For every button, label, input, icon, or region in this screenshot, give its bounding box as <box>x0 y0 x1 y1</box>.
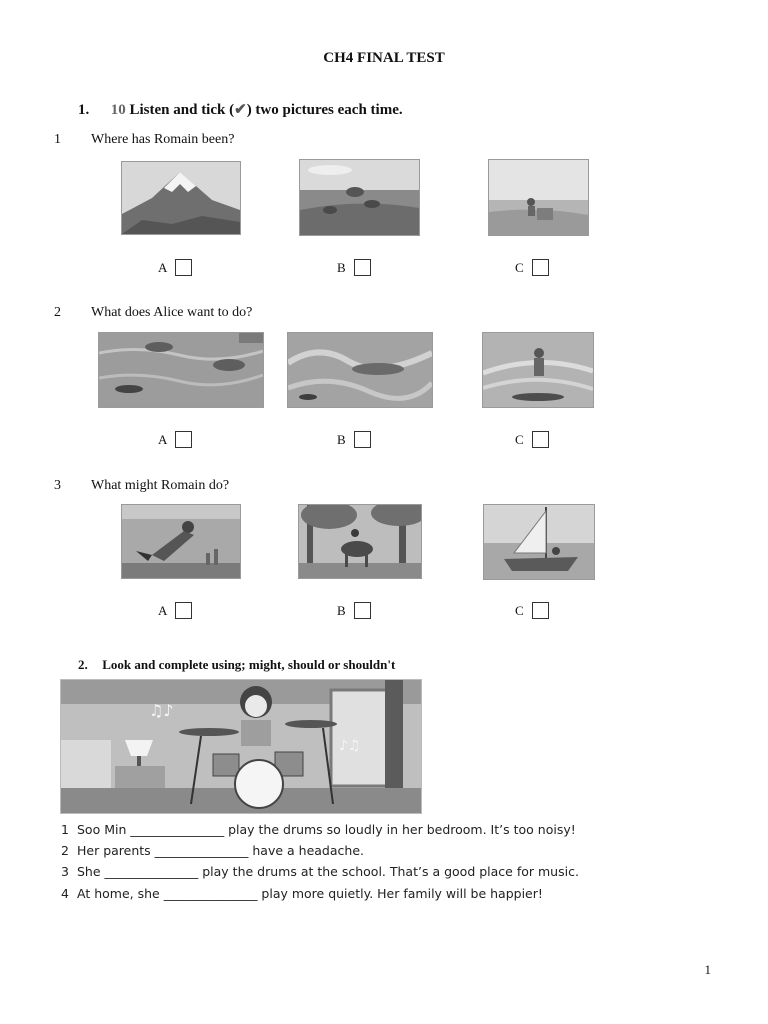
section-2-number: 2. <box>78 657 88 672</box>
tick-box[interactable] <box>354 602 371 619</box>
picture-beach-sandcastle <box>488 159 589 236</box>
sentence-text: She _______________ play the drums at the school. That’s a good place for music. <box>77 864 579 879</box>
sentence-text: Soo Min _______________ play the drums so loudly in her bedroom. It’s too noisy! <box>77 822 576 837</box>
question-3-text: What might Romain do? <box>91 478 230 493</box>
option-label: B <box>337 259 346 275</box>
picture-swimming-with-dolphins <box>98 332 264 408</box>
option-label: C <box>515 602 524 618</box>
option-label: B <box>337 602 346 618</box>
tick-box[interactable] <box>175 602 192 619</box>
tick-box[interactable] <box>354 431 371 448</box>
q3-option-b <box>337 602 371 619</box>
tick-icon: ✔ <box>234 102 247 118</box>
q2-option-c <box>515 431 549 448</box>
sentence-text: At home, she _______________ play more quietly. Her family will be happier! <box>77 886 543 901</box>
question-2-number: 2 <box>54 305 61 320</box>
section-2-instruction: Look and complete using; might, should or shouldn't <box>102 657 396 672</box>
tick-box[interactable] <box>532 431 549 448</box>
section-1-number: 1. <box>78 102 90 118</box>
sentence-number: 4 <box>61 886 69 901</box>
sentence-2 <box>61 843 364 858</box>
tick-box[interactable] <box>532 602 549 619</box>
picture-girl-playing-drums <box>60 679 422 814</box>
sentence-4 <box>61 886 543 901</box>
question-3-number: 3 <box>54 478 61 493</box>
q1-option-a <box>158 259 192 276</box>
sentence-text: Her parents _______________ have a headache. <box>77 843 364 858</box>
picture-sailing <box>483 504 595 580</box>
q1-option-b <box>337 259 371 276</box>
section-2-heading <box>78 657 395 673</box>
picture-surfing <box>482 332 594 408</box>
instruction-text-end: ) two pictures each time. <box>246 102 403 118</box>
svg-text:♪♫: ♪♫ <box>339 738 361 754</box>
picture-snowy-mountain <box>121 161 241 235</box>
q1-option-c <box>515 259 549 276</box>
svg-text:♫♪: ♫♪ <box>149 701 174 720</box>
option-label: A <box>158 259 168 275</box>
question-1-number: 1 <box>54 132 61 147</box>
page-title: CH4 FINAL TEST <box>323 50 445 66</box>
picture-dolphins-in-waves <box>287 332 433 408</box>
section-1-heading <box>78 100 403 119</box>
audio-track-number: 10 <box>110 102 126 118</box>
page-number: 1 <box>704 962 711 977</box>
q3-option-c <box>515 602 549 619</box>
sentence-number: 1 <box>61 822 69 837</box>
tick-box[interactable] <box>354 259 371 276</box>
sentence-number: 3 <box>61 864 69 879</box>
option-label: B <box>337 431 346 447</box>
option-label: A <box>158 602 168 618</box>
tick-box[interactable] <box>532 259 549 276</box>
option-label: C <box>515 431 524 447</box>
q2-option-b <box>337 431 371 448</box>
q3-option-a <box>158 602 192 619</box>
instruction-text-start: Listen and tick ( <box>129 102 235 118</box>
tick-box[interactable] <box>175 431 192 448</box>
picture-scuba-diving <box>121 504 241 579</box>
sentence-1 <box>61 822 576 837</box>
option-label: A <box>158 431 168 447</box>
picture-horse-riding-forest <box>298 504 422 579</box>
tick-box[interactable] <box>175 259 192 276</box>
question-2-text: What does Alice want to do? <box>91 305 253 320</box>
sentence-3 <box>61 864 579 879</box>
question-1-text: Where has Romain been? <box>91 132 235 147</box>
option-label: C <box>515 259 524 275</box>
picture-safari-lions <box>299 159 420 236</box>
sentence-number: 2 <box>61 843 69 858</box>
q2-option-a <box>158 431 192 448</box>
